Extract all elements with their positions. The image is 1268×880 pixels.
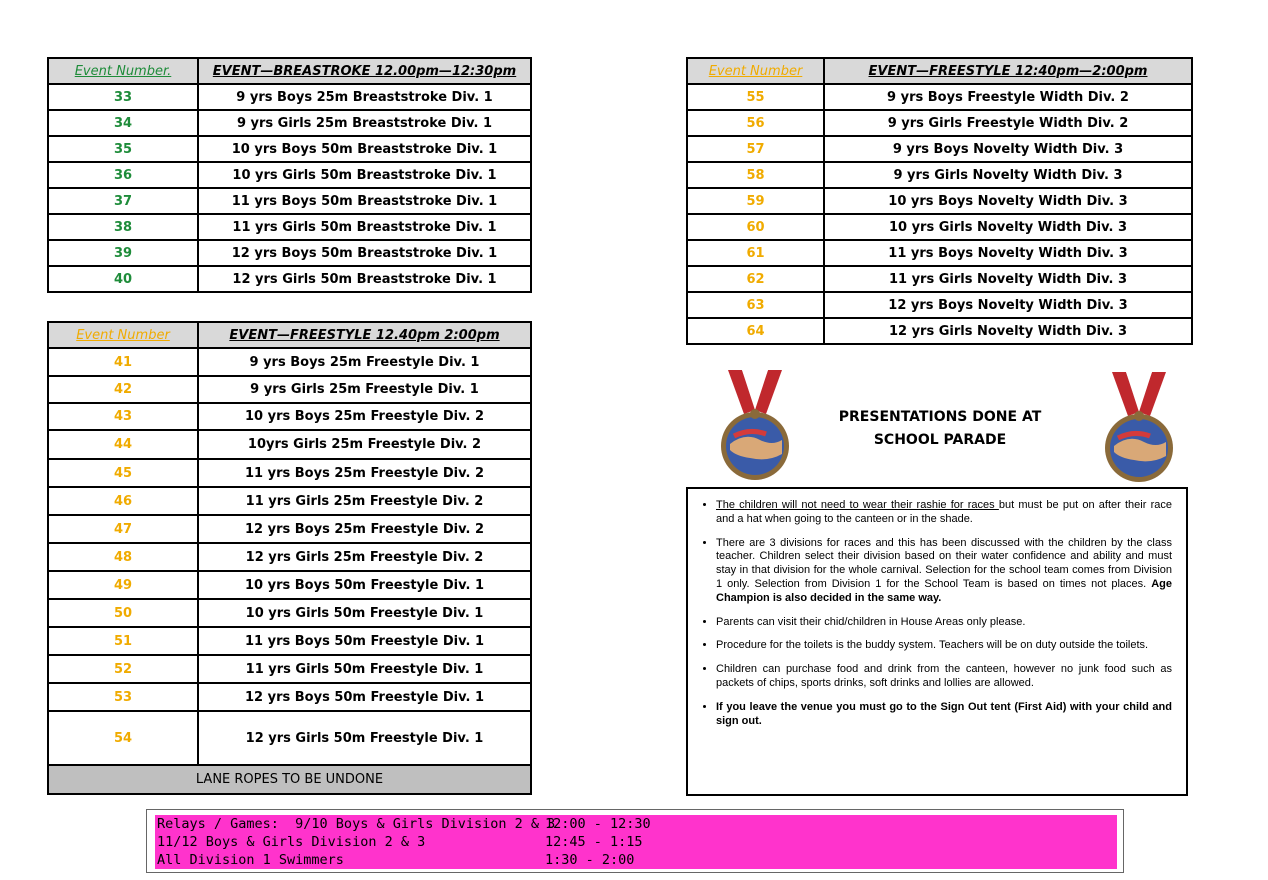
note-text: There are 3 divisions for races and this has been discussed with the children by the class teacher. Children select their division based on their water confidence and ability and must stay in that division for the whole carnival. Selection for the school team comes from Division 1 only. Selection from Division 1 for the School Team is based on times not places.	[716, 536, 1172, 590]
event-header: EVENT—FREESTYLE 12:40pm—2:00pm	[824, 58, 1192, 84]
event-number: 62	[687, 266, 824, 292]
medal-icon	[720, 370, 790, 486]
event-number: 35	[48, 136, 198, 162]
relays-schedule	[155, 815, 1117, 869]
event-name: 10 yrs Boys 50m Freestyle Div. 1	[198, 571, 531, 599]
event-row	[48, 188, 531, 214]
event-name: 9 yrs Girls 25m Breaststroke Div. 1	[198, 110, 531, 136]
event-name: 10 yrs Boys 50m Breaststroke Div. 1	[198, 136, 531, 162]
event-header: EVENT—FREESTYLE 12.40pm 2:00pm	[198, 322, 531, 348]
event-row	[48, 266, 531, 292]
event-number: 34	[48, 110, 198, 136]
note-text: Procedure for the toilets is the buddy system. Teachers will be on duty outside the toilets.	[716, 639, 1149, 652]
event-row	[48, 214, 531, 240]
novelty-events-table	[686, 57, 1193, 345]
event-row	[687, 318, 1192, 344]
event-name: 9 yrs Boys Freestyle Width Div. 2	[824, 84, 1192, 110]
event-number: 53	[48, 683, 198, 711]
event-name: 9 yrs Girls Freestyle Width Div. 2	[824, 110, 1192, 136]
event-row	[48, 543, 531, 571]
event-name: 12 yrs Boys Novelty Width Div. 3	[824, 292, 1192, 318]
event-number: 37	[48, 188, 198, 214]
notes-list	[700, 499, 1172, 728]
event-name: 10yrs Girls 25m Freestyle Div. 2	[198, 430, 531, 459]
relay-row	[155, 851, 1117, 869]
event-number: 48	[48, 543, 198, 571]
presentations-heading	[800, 406, 1080, 452]
note-text: Children can purchase food and drink from the canteen, however no junk food such as packets of chips, sports drinks, soft drinks and lollies are allowed.	[716, 663, 1172, 689]
event-name: 11 yrs Girls 50m Freestyle Div. 1	[198, 655, 531, 683]
event-number-header: Event Number	[687, 58, 824, 84]
event-name: 10 yrs Girls 50m Freestyle Div. 1	[198, 599, 531, 627]
event-row	[687, 84, 1192, 110]
event-number: 39	[48, 240, 198, 266]
event-row	[48, 136, 531, 162]
event-number: 59	[687, 188, 824, 214]
event-name: 12 yrs Girls 50m Freestyle Div. 1	[198, 711, 531, 765]
lane-ropes-row	[48, 765, 531, 794]
note-bold: If you leave the venue you must go to the Sign Out tent (First Aid) with your child and sign out.	[716, 700, 1172, 727]
event-number-header: Event Number.	[48, 58, 198, 84]
event-number: 50	[48, 599, 198, 627]
relay-row	[155, 815, 1117, 833]
event-name: 9 yrs Boys 25m Breaststroke Div. 1	[198, 84, 531, 110]
relay-label: Relays / Games: 9/10 Boys & Girls Division 2 & 3	[157, 816, 556, 832]
relay-label: 11/12 Boys & Girls Division 2 & 3	[157, 834, 426, 850]
lane-ropes-notice: LANE ROPES TO BE UNDONE	[48, 765, 531, 794]
event-number: 52	[48, 655, 198, 683]
event-number-header: Event Number	[48, 322, 198, 348]
event-number: 46	[48, 487, 198, 515]
event-name: 10 yrs Boys 25m Freestyle Div. 2	[198, 403, 531, 430]
event-number: 56	[687, 110, 824, 136]
event-name: 12 yrs Girls 50m Breaststroke Div. 1	[198, 266, 531, 292]
event-row	[687, 214, 1192, 240]
event-header: EVENT—BREASTROKE 12.00pm—12:30pm	[198, 58, 531, 84]
event-number: 60	[687, 214, 824, 240]
event-row	[48, 515, 531, 543]
event-number: 57	[687, 136, 824, 162]
event-row	[687, 292, 1192, 318]
event-number: 45	[48, 459, 198, 487]
event-row	[48, 683, 531, 711]
note-item	[716, 499, 1172, 527]
event-row	[48, 459, 531, 487]
event-number: 33	[48, 84, 198, 110]
note-item	[716, 639, 1172, 653]
event-row	[48, 240, 531, 266]
presentation-line-2: SCHOOL PARADE	[873, 432, 1007, 448]
event-number: 40	[48, 266, 198, 292]
event-row	[687, 266, 1192, 292]
note-bold: Age Champion is also decided in the same way.	[716, 577, 1172, 604]
event-number: 44	[48, 430, 198, 459]
event-name: 9 yrs Girls Novelty Width Div. 3	[824, 162, 1192, 188]
event-row	[48, 655, 531, 683]
event-row	[48, 487, 531, 515]
event-number: 63	[687, 292, 824, 318]
event-number: 38	[48, 214, 198, 240]
event-number: 49	[48, 571, 198, 599]
note-item	[716, 537, 1172, 606]
presentation-line-1: PRESENTATIONS DONE AT	[838, 409, 1042, 425]
event-name: 9 yrs Boys Novelty Width Div. 3	[824, 136, 1192, 162]
event-name: 10 yrs Girls 50m Breaststroke Div. 1	[198, 162, 531, 188]
event-number: 61	[687, 240, 824, 266]
event-row	[687, 240, 1192, 266]
event-name: 10 yrs Girls Novelty Width Div. 3	[824, 214, 1192, 240]
event-row	[687, 162, 1192, 188]
event-number: 41	[48, 348, 198, 376]
relay-time: 12:00 - 12:30	[545, 816, 651, 832]
event-name: 12 yrs Boys 50m Freestyle Div. 1	[198, 683, 531, 711]
relay-row	[155, 833, 1117, 851]
freestyle-events-table	[47, 321, 532, 795]
note-item	[716, 701, 1172, 729]
event-number: 58	[687, 162, 824, 188]
note-item	[716, 616, 1172, 630]
note-underlined: The children will not need to wear their rashie for races	[716, 499, 999, 511]
event-number: 47	[48, 515, 198, 543]
note-text: but must be put on after their race and a hat when going to the canteen or in the shade.	[716, 499, 1172, 525]
event-name: 11 yrs Girls 25m Freestyle Div. 2	[198, 487, 531, 515]
event-name: 10 yrs Boys Novelty Width Div. 3	[824, 188, 1192, 214]
event-row	[48, 599, 531, 627]
event-name: 11 yrs Girls Novelty Width Div. 3	[824, 266, 1192, 292]
event-number: 64	[687, 318, 824, 344]
event-row	[48, 571, 531, 599]
event-name: 9 yrs Girls 25m Freestyle Div. 1	[198, 376, 531, 403]
event-name: 12 yrs Boys 50m Breaststroke Div. 1	[198, 240, 531, 266]
event-name: 12 yrs Girls 25m Freestyle Div. 2	[198, 543, 531, 571]
event-name: 12 yrs Boys 25m Freestyle Div. 2	[198, 515, 531, 543]
event-number: 42	[48, 376, 198, 403]
event-number: 43	[48, 403, 198, 430]
event-name: 11 yrs Boys Novelty Width Div. 3	[824, 240, 1192, 266]
event-row	[687, 136, 1192, 162]
event-row	[48, 403, 531, 430]
notes-box	[686, 487, 1188, 796]
event-number: 51	[48, 627, 198, 655]
note-item	[716, 663, 1172, 691]
event-number: 55	[687, 84, 824, 110]
medal-icon	[1104, 372, 1174, 488]
event-name: 12 yrs Girls Novelty Width Div. 3	[824, 318, 1192, 344]
relay-time: 1:30 - 2:00	[545, 852, 635, 868]
event-row	[48, 162, 531, 188]
event-row	[48, 84, 531, 110]
event-number: 36	[48, 162, 198, 188]
event-name: 11 yrs Boys 25m Freestyle Div. 2	[198, 459, 531, 487]
event-row	[687, 188, 1192, 214]
relay-time: 12:45 - 1:15	[545, 834, 643, 850]
event-name: 9 yrs Boys 25m Freestyle Div. 1	[198, 348, 531, 376]
event-row	[48, 627, 531, 655]
event-number: 54	[48, 711, 198, 765]
event-row	[48, 711, 531, 765]
note-text: Parents can visit their chid/children in House Areas only please.	[716, 615, 1026, 628]
event-row	[687, 110, 1192, 136]
event-row	[48, 110, 531, 136]
event-name: 11 yrs Boys 50m Breaststroke Div. 1	[198, 188, 531, 214]
event-row	[48, 376, 531, 403]
event-name: 11 yrs Boys 50m Freestyle Div. 1	[198, 627, 531, 655]
relay-label: All Division 1 Swimmers	[157, 852, 344, 868]
event-name: 11 yrs Girls 50m Breaststroke Div. 1	[198, 214, 531, 240]
event-row	[48, 430, 531, 459]
breaststroke-events-table	[47, 57, 532, 293]
event-row	[48, 348, 531, 376]
